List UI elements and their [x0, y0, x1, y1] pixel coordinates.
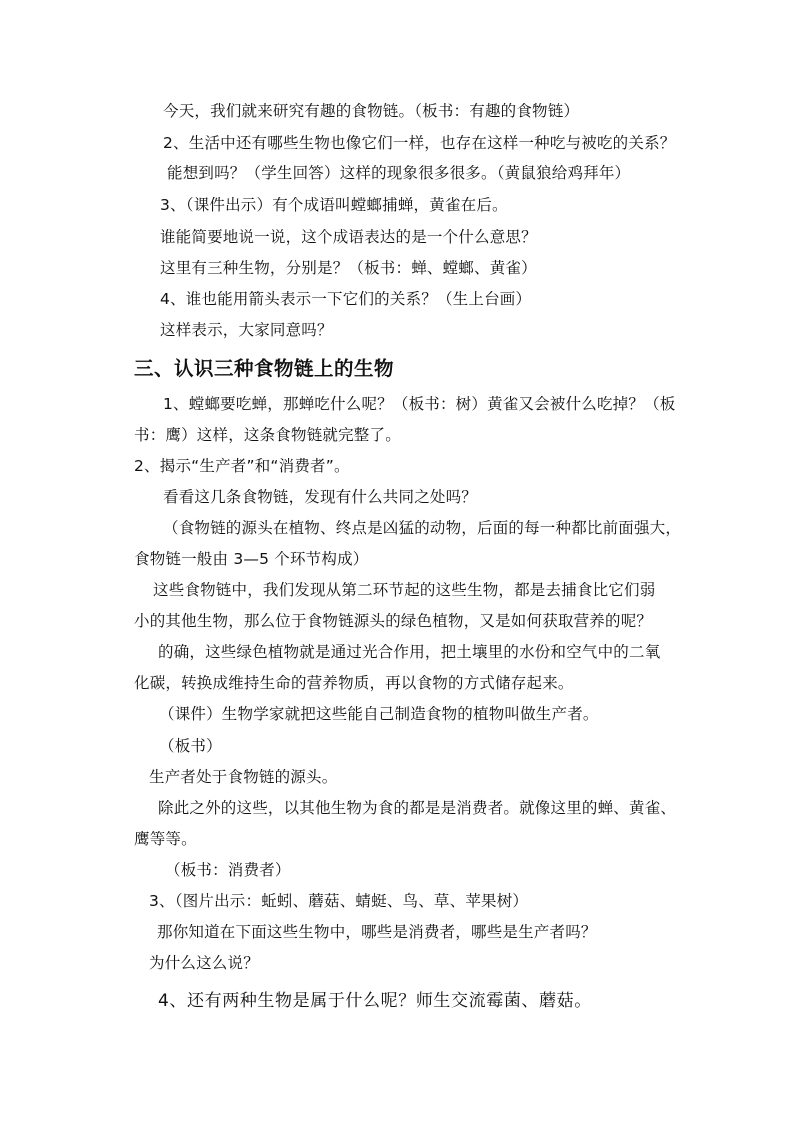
paragraph-line: 小的其他生物，那么位于食物链源头的绿色植物，又是如何获取营养的呢？: [134, 612, 653, 630]
paragraph-line: 除此之外的这些，以其他生物为食的都是是消费者。就像这里的蝉、黄雀、: [158, 799, 677, 817]
paragraph-line: 为什么这么说？: [149, 954, 259, 972]
paragraph-line: 2、揭示“生产者”和“消费者”。: [134, 457, 350, 475]
paragraph-line: 食物链一般由 3—5 个环节构成）: [134, 550, 369, 568]
paragraph-line: 那你知道在下面这些生物中，哪些是消费者，哪些是生产者吗？: [157, 923, 597, 941]
paragraph-line: 这些食物链中，我们发现从第二环节起的这些生物，都是去捕食比它们弱: [153, 581, 656, 599]
paragraph-line: 这样表示，大家同意吗？: [160, 321, 333, 339]
paragraph-line: 这里有三种生物，分别是？（板书：蝉、螳螂、黄雀）: [160, 259, 537, 277]
paragraph-line: 的确，这些绿色植物就是通过光合作用，把土壤里的水份和空气中的二氧: [158, 643, 661, 661]
paragraph-line: 3、（图片出示：蚯蚓、蘑菇、蜻蜓、鸟、草、苹果树）: [149, 892, 529, 910]
paragraph-line: 谁能简要地说一说，这个成语表达的是一个什么意思？: [160, 228, 537, 246]
paragraph-line: 生产者处于食物链的源头。: [149, 768, 338, 786]
paragraph-line: 看看这几条食物链，发现有什么共同之处吗？: [163, 488, 478, 506]
paragraph-line: 3、（课件出示）有个成语叫螳螂捕蝉，黄雀在后。: [160, 196, 508, 214]
paragraph-line: 书：鹰）这样，这条食物链就完整了。: [134, 426, 401, 444]
paragraph-line: （板书：消费者）: [165, 861, 291, 879]
paragraph-line: 能想到吗？（学生回答）这样的现象很多很多。（黄鼠狼给鸡拜年）: [167, 164, 631, 182]
paragraph-line: 化碳，转换成维持生命的营养物质，再以食物的方式储存起来。: [134, 674, 574, 692]
paragraph-line: 2、生活中还有哪些生物也像它们一样，也存在这样一种吃与被吃的关系？: [163, 134, 676, 152]
paragraph-line: （板书）: [159, 737, 222, 755]
paragraph-line: 4、谁也能用箭头表示一下它们的关系？（生上台画）: [160, 290, 532, 308]
paragraph-line: （课件）生物学家就把这些能自己制造食物的植物叫做生产者。: [159, 705, 599, 723]
paragraph-line: 1、螳螂要吃蝉，那蝉吃什么呢？（板书：树）黄雀又会被什么吃掉？（板: [163, 395, 676, 413]
paragraph-line: （食物链的源头在植物、终点是凶猛的动物，后面的每一种都比前面强大，: [163, 519, 682, 537]
paragraph-line: 今天，我们就来研究有趣的食物链。（板书：有趣的食物链）: [163, 102, 580, 120]
paragraph-line: 4、还有两种生物是属于什么呢？师生交流霉菌、蘑菇。: [158, 991, 592, 1011]
section-heading: 三、认识三种食物链上的生物: [134, 357, 395, 380]
paragraph-line: 鹰等等。: [134, 830, 197, 848]
